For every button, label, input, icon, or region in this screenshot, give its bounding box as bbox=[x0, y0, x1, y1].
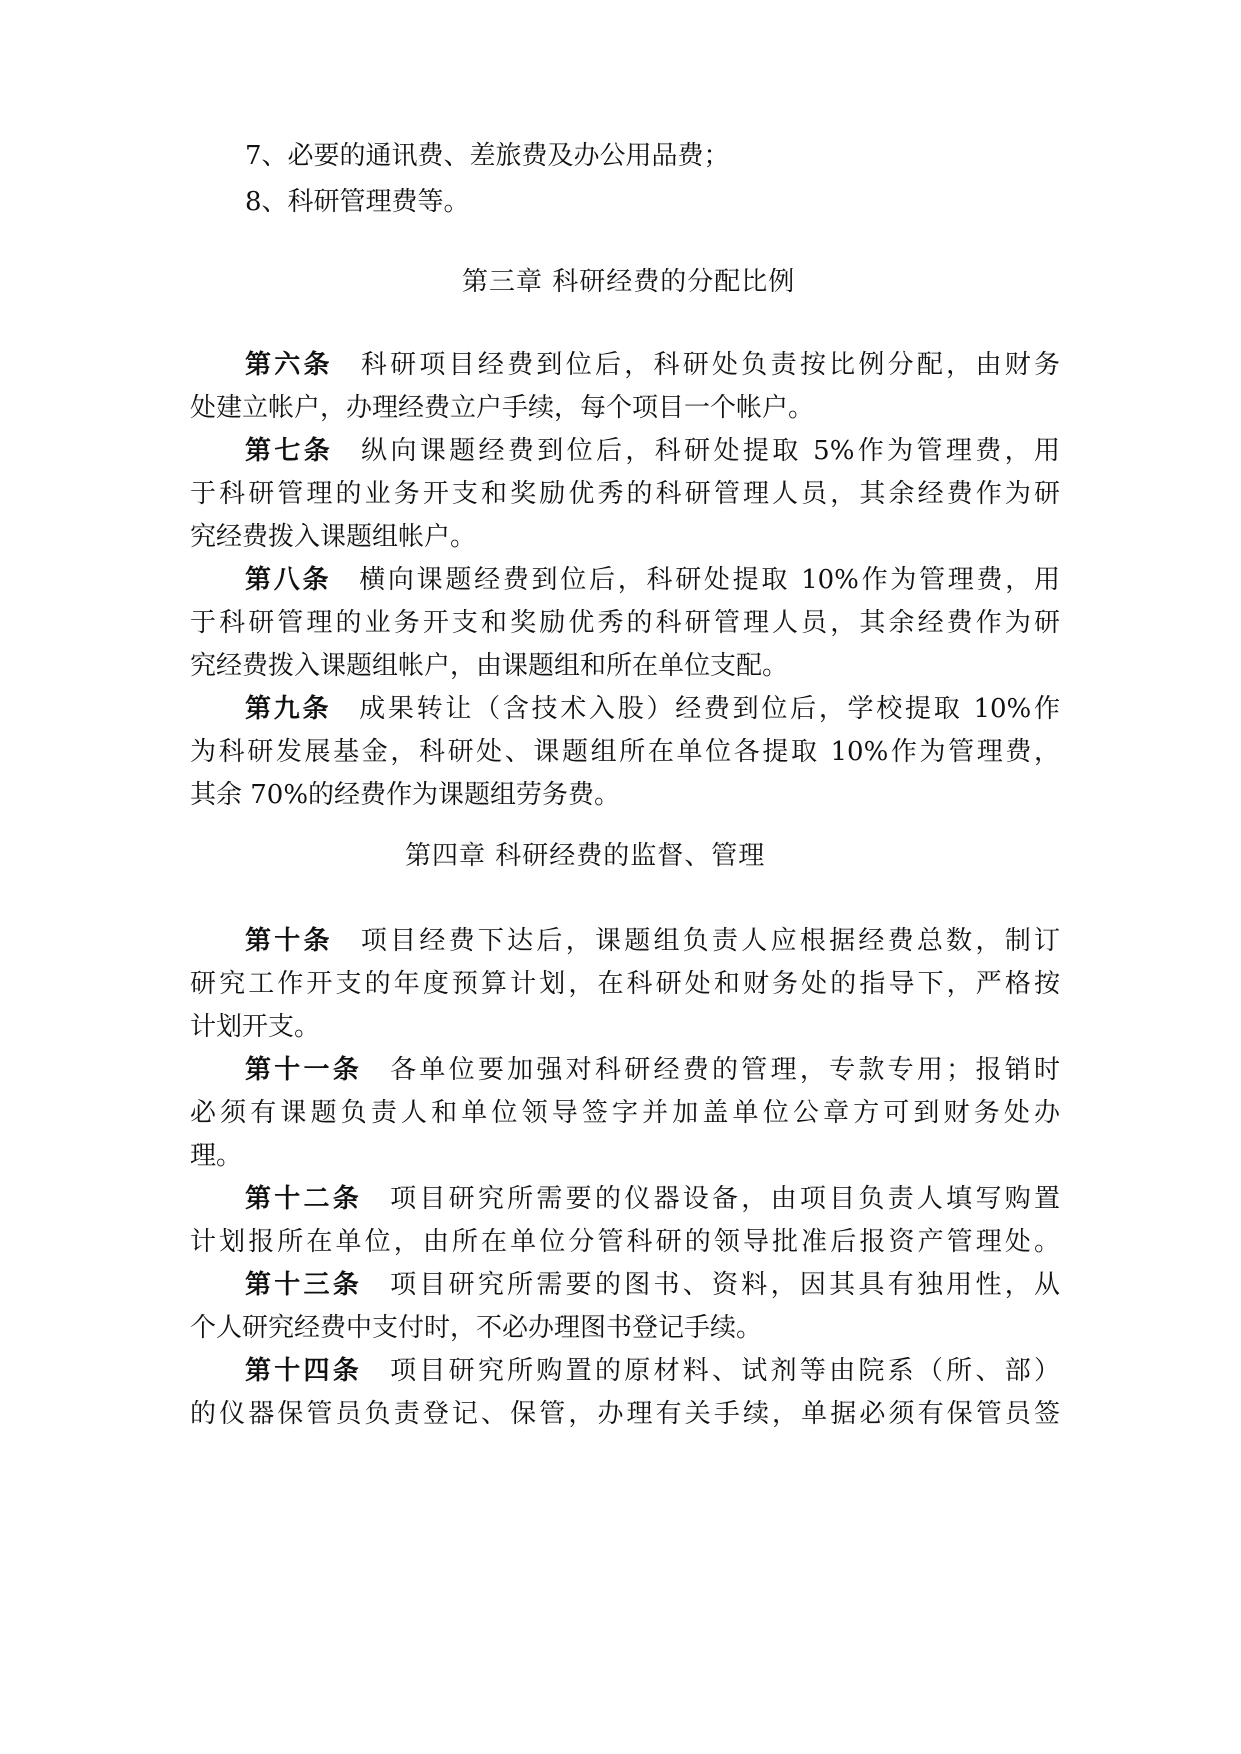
chapter-heading: 第三章 科研经费的分配比例 bbox=[462, 267, 796, 297]
article-text: 项目经费下达后，课题组负责人应根据经费总数，制订 bbox=[360, 926, 1060, 956]
article-label: 第七条 bbox=[245, 436, 334, 466]
article-line: 于科研管理的业务开支和奖励优秀的科研管理人员，其余经费作为研 bbox=[190, 608, 1060, 638]
article-text: 项目研究所需要的仪器设备，由项目负责人填写购置 bbox=[390, 1184, 1060, 1214]
article-line: 于科研管理的业务开支和奖励优秀的科研管理人员，其余经费作为研 bbox=[190, 479, 1060, 509]
article-label: 第十二条 bbox=[245, 1184, 363, 1214]
article-line: 理。 bbox=[190, 1141, 243, 1171]
article-label: 第十三条 bbox=[245, 1270, 363, 1300]
article-text: 横向课题经费到位后，科研处提取 10%作为管理费，用 bbox=[359, 565, 1060, 595]
article-line: 究经费拨入课题组帐户。 bbox=[190, 522, 477, 552]
article-label: 第十条 bbox=[245, 926, 333, 956]
article-line: 处建立帐户，办理经费立户手续，每个项目一个帐户。 bbox=[190, 393, 815, 423]
article-label: 第十一条 bbox=[245, 1055, 363, 1085]
article-label: 第九条 bbox=[245, 694, 332, 724]
article-text: 各单位要加强对科研经费的管理，专款专用；报销时 bbox=[390, 1055, 1060, 1085]
article-line: 计划开支。 bbox=[190, 1012, 321, 1042]
list-item: 8、科研管理费等。 bbox=[245, 187, 470, 217]
article-text: 成果转让（含技术入股）经费到位后，学校提取 10%作 bbox=[359, 694, 1060, 724]
article-label: 第八条 bbox=[245, 565, 332, 595]
article-text: 科研项目经费到位后，科研处负责按比例分配，由财务 bbox=[360, 350, 1060, 380]
article-line: 必须有课题负责人和单位领导签字并加盖单位公章方可到财务处办 bbox=[190, 1098, 1060, 1128]
article-line: 个人研究经费中支付时，不必办理图书登记手续。 bbox=[190, 1313, 763, 1343]
article-line: 其余 70%的经费作为课题组劳务费。 bbox=[190, 780, 621, 810]
article-text: 纵向课题经费到位后，科研处提取 5%作为管理费，用 bbox=[361, 436, 1060, 466]
article-line: 究经费拨入课题组帐户，由课题组和所在单位支配。 bbox=[190, 651, 789, 681]
list-item: 7、必要的通讯费、差旅费及办公用品费； bbox=[245, 141, 730, 171]
article-label: 第六条 bbox=[245, 350, 333, 380]
article-line: 为科研发展基金，科研处、课题组所在单位各提取 10%作为管理费， bbox=[190, 737, 1060, 767]
article-line: 的仪器保管员负责登记、保管，办理有关手续，单据必须有保管员签 bbox=[190, 1399, 1060, 1429]
article-line: 研究工作开支的年度预算计划，在科研处和财务处的指导下，严格按 bbox=[190, 969, 1060, 999]
article-label: 第十四条 bbox=[245, 1356, 363, 1386]
article-text: 项目研究所购置的原材料、试剂等由院系（所、部） bbox=[390, 1356, 1060, 1386]
article-line: 计划报所在单位，由所在单位分管科研的领导批准后报资产管理处。 bbox=[190, 1227, 1060, 1257]
article-text: 项目研究所需要的图书、资料，因其具有独用性，从 bbox=[390, 1270, 1060, 1300]
chapter-heading: 第四章 科研经费的监督、管理 bbox=[405, 841, 766, 871]
